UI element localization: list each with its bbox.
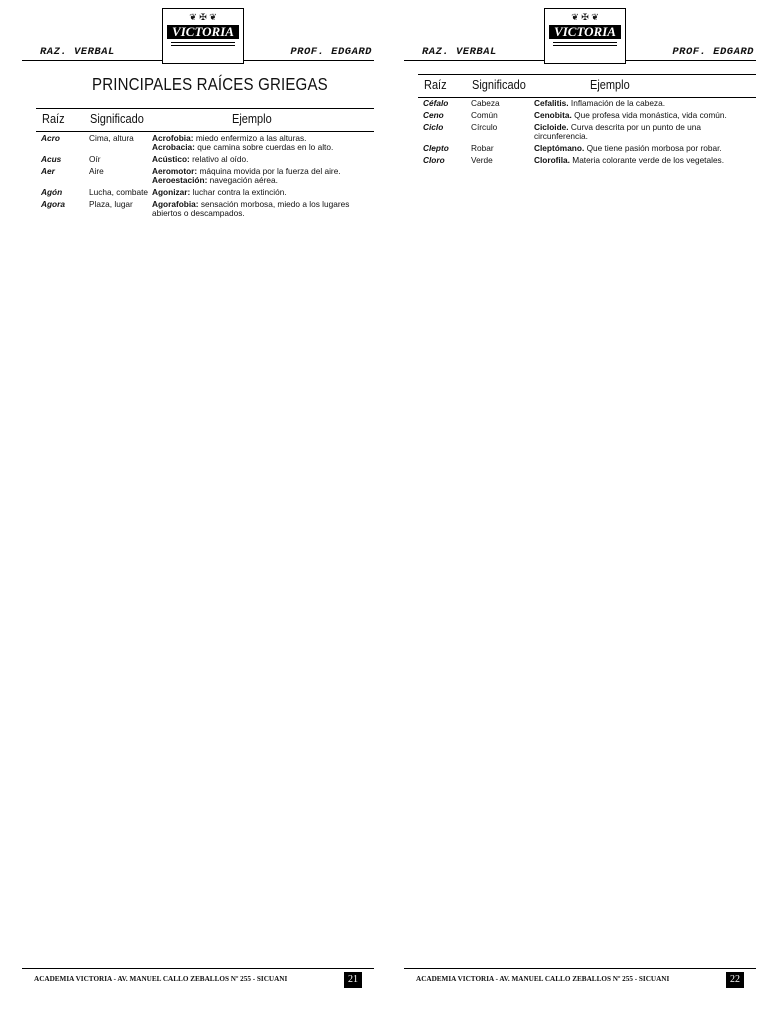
example-definition: navegación aérea. bbox=[209, 175, 278, 186]
example-term: Acrofobia: bbox=[152, 134, 194, 143]
example-cell bbox=[152, 200, 374, 219]
academy-logo bbox=[544, 8, 626, 64]
page-number: 21 bbox=[344, 972, 362, 988]
example-term: Aeromotor: bbox=[152, 166, 198, 176]
meaning-cell: Verde bbox=[471, 154, 493, 165]
example-term: Clorofila. bbox=[534, 154, 570, 165]
crest-icon: ❦ ✠ ❦ bbox=[571, 12, 599, 22]
col-header-example: Ejemplo bbox=[232, 112, 272, 126]
meaning-cell: Cima, altura bbox=[89, 134, 134, 143]
meaning-cell: Lucha, combate bbox=[89, 187, 149, 198]
left-page bbox=[22, 0, 374, 1000]
col-header-root: Raíz bbox=[42, 112, 65, 126]
table-row bbox=[36, 155, 374, 164]
root-cell: Ceno bbox=[423, 109, 444, 120]
example-definition: Inflamación de la cabeza. bbox=[570, 99, 665, 108]
logo-name: VICTORIA bbox=[549, 25, 621, 39]
col-header-example: Ejemplo bbox=[590, 78, 630, 92]
table-row bbox=[36, 188, 374, 197]
page-footer bbox=[404, 968, 756, 989]
roots-table-body bbox=[418, 99, 756, 959]
example-term: Agorafobia: bbox=[152, 199, 199, 209]
example-cell bbox=[152, 143, 374, 152]
academy-logo bbox=[162, 8, 244, 64]
example-term: Agonizar: bbox=[152, 187, 191, 198]
meaning-cell: Círculo bbox=[471, 121, 498, 132]
table-header bbox=[418, 74, 756, 98]
logo-name: VICTORIA bbox=[167, 25, 239, 39]
example-definition: que camina sobre cuerdas en lo alto. bbox=[197, 142, 334, 153]
root-cell: Agón bbox=[41, 187, 63, 198]
example-definition: luchar contra la extinción. bbox=[192, 187, 287, 198]
table-row bbox=[418, 99, 756, 108]
table-row bbox=[36, 134, 374, 153]
col-header-root: Raíz bbox=[424, 78, 447, 92]
example-term: Cenobita. bbox=[534, 109, 572, 120]
meaning-cell: Oír bbox=[89, 154, 101, 165]
table-header bbox=[36, 108, 374, 132]
example-cell bbox=[534, 99, 756, 108]
example-cell bbox=[152, 176, 374, 185]
meaning-cell: Aire bbox=[89, 166, 104, 176]
example-term: Cicloide. bbox=[534, 121, 569, 132]
col-header-meaning: Significado bbox=[90, 112, 144, 126]
table-row bbox=[418, 123, 756, 142]
root-cell: Cloro bbox=[423, 154, 445, 165]
example-cell bbox=[534, 111, 756, 120]
root-cell: Acro bbox=[41, 134, 60, 143]
example-definition: máquina movida por la fuerza del aire. bbox=[199, 166, 341, 176]
col-header-meaning: Significado bbox=[472, 78, 526, 92]
example-cell bbox=[534, 123, 756, 142]
header-subject: RAZ. VERBAL bbox=[422, 46, 497, 58]
example-definition: Que profesa vida monástica, vida común. bbox=[574, 109, 727, 120]
example-cell bbox=[534, 144, 756, 153]
meaning-cell: Cabeza bbox=[471, 99, 500, 108]
example-cell bbox=[534, 156, 756, 165]
page-footer bbox=[22, 968, 374, 989]
example-definition: miedo enfermizo a las alturas. bbox=[195, 134, 307, 143]
table-row bbox=[36, 167, 374, 186]
example-cell bbox=[152, 188, 374, 197]
roots-table-body bbox=[36, 134, 374, 960]
table-row bbox=[418, 156, 756, 165]
table-row bbox=[418, 144, 756, 153]
table-row bbox=[36, 200, 374, 219]
header-subject: RAZ. VERBAL bbox=[40, 46, 115, 58]
example-cell bbox=[152, 155, 374, 164]
meaning-cell: Común bbox=[471, 109, 498, 120]
root-cell: Céfalo bbox=[423, 99, 449, 108]
footer-address: ACADEMIA VICTORIA - AV. MANUEL CALLO ZEBALLOS Nº 255 - SICUANI bbox=[34, 975, 288, 983]
root-cell: Ciclo bbox=[423, 121, 444, 132]
meaning-cell: Plaza, lugar bbox=[89, 199, 133, 209]
page-title: PRINCIPALES RAÍCES GRIEGAS bbox=[92, 74, 328, 94]
example-definition: sensación morbosa, miedo a los lugares abiertos o descampados. bbox=[152, 199, 350, 219]
root-cell: Acus bbox=[41, 154, 62, 165]
example-term: Acústico: bbox=[152, 154, 190, 165]
root-cell: Agora bbox=[41, 199, 65, 209]
page-number: 22 bbox=[726, 972, 744, 988]
right-page bbox=[404, 0, 756, 1000]
example-term: Acrobacia: bbox=[152, 142, 195, 153]
crest-icon: ❦ ✠ ❦ bbox=[189, 12, 217, 22]
header-teacher: PROF. EDGARD bbox=[672, 46, 754, 58]
example-term: Cleptómano. bbox=[534, 142, 585, 153]
header-teacher: PROF. EDGARD bbox=[290, 46, 372, 58]
example-definition: Materia colorante verde de los vegetales. bbox=[572, 154, 725, 165]
footer-address: ACADEMIA VICTORIA - AV. MANUEL CALLO ZEBALLOS Nº 255 - SICUANI bbox=[416, 975, 670, 983]
example-term: Cefalitis. bbox=[534, 99, 569, 108]
example-definition: Curva descrita por un punto de una circunferencia. bbox=[534, 121, 701, 141]
example-term: Aeroestación: bbox=[152, 175, 208, 186]
root-cell: Aer bbox=[41, 166, 55, 176]
meaning-cell: Robar bbox=[471, 142, 494, 153]
example-definition: relativo al oído. bbox=[192, 154, 249, 165]
example-definition: Que tiene pasión morbosa por robar. bbox=[586, 142, 722, 153]
root-cell: Clepto bbox=[423, 142, 449, 153]
table-row bbox=[418, 111, 756, 120]
